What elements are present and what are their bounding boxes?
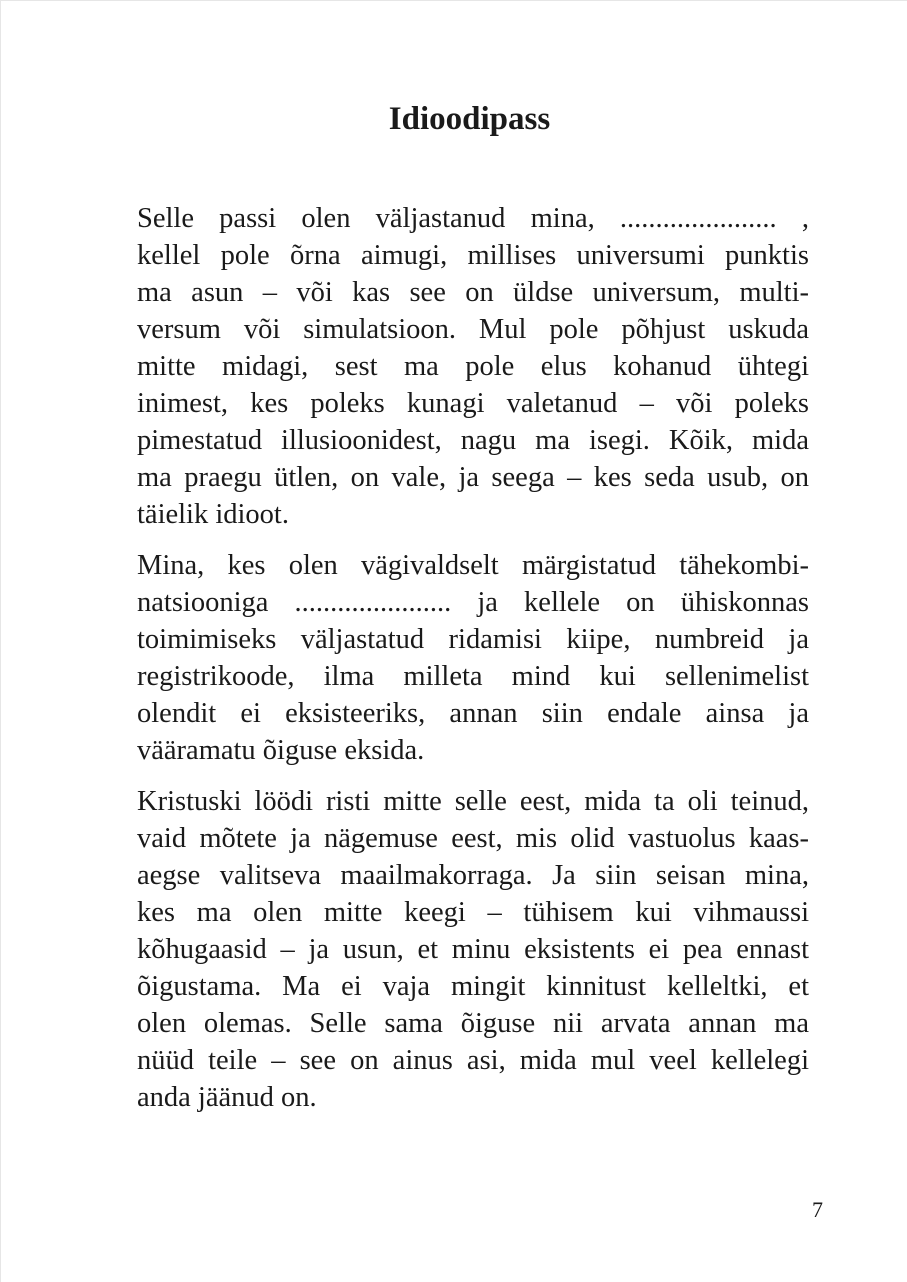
text-line: mitte midagi, sest ma pole elus kohanud ühtegi (137, 351, 809, 382)
text-line: registrikoode, ilma milleta mind kui sellenimelist (137, 661, 809, 692)
paragraph-1 (137, 200, 809, 533)
text-line: ma praegu ütlen, on vale, ja seega – kes seda usub, on (137, 462, 809, 493)
text-line: Kristuski löödi risti mitte selle eest, mida ta oli teinud, (137, 786, 809, 817)
text-line: ma asun – või kas see on üldse universum, multi- (137, 277, 809, 308)
text-line: kellel pole õrna aimugi, millises universumi punktis (137, 240, 809, 271)
text-line: õigustama. Ma ei vaja mingit kinnitust kelleltki, et (137, 971, 809, 1002)
text-line: vääramatu õiguse eksida. (137, 735, 425, 766)
page-number: 7 (812, 1197, 823, 1222)
text-line: Mina, kes olen vägivaldselt märgistatud tähekombi- (137, 550, 809, 581)
text-line: vaid mõtete ja nägemuse eest, mis olid vastuolus kaas- (137, 823, 809, 854)
text-line: kes ma olen mitte keegi – tühisem kui vihmaussi (137, 897, 809, 928)
text-line: inimest, kes poleks kunagi valetanud – või poleks (137, 388, 809, 419)
text-line: Selle passi olen väljastanud mina, ...................... , (137, 203, 809, 234)
text-line: versum või simulatsioon. Mul pole põhjust uskuda (137, 314, 809, 345)
paragraph-3 (137, 783, 809, 1116)
text-line: olen olemas. Selle sama õiguse nii arvata annan ma (137, 1008, 809, 1039)
text-line: täielik idioot. (137, 499, 289, 530)
text-line: nüüd teile – see on ainus asi, mida mul veel kellelegi (137, 1045, 809, 1076)
text-line: pimestatud illusioonidest, nagu ma isegi. Kõik, mida (137, 425, 809, 456)
text-line: aegse valitseva maailmakorraga. Ja siin seisan mina, (137, 860, 809, 891)
text-line: kõhugaasid – ja usun, et minu eksistents ei pea ennast (137, 934, 809, 965)
text-line: olendit ei eksisteeriks, annan siin endale ainsa ja (137, 698, 809, 729)
text-line: anda jäänud on. (137, 1082, 317, 1113)
text-line: toimimiseks väljastatud ridamisi kiipe, numbreid ja (137, 624, 809, 655)
page-title: Idioodipass (388, 101, 551, 137)
text-line: natsiooniga ...................... ja kellele on ühiskonnas (137, 587, 809, 618)
paragraph-2 (137, 547, 809, 769)
body-text (137, 200, 809, 1130)
